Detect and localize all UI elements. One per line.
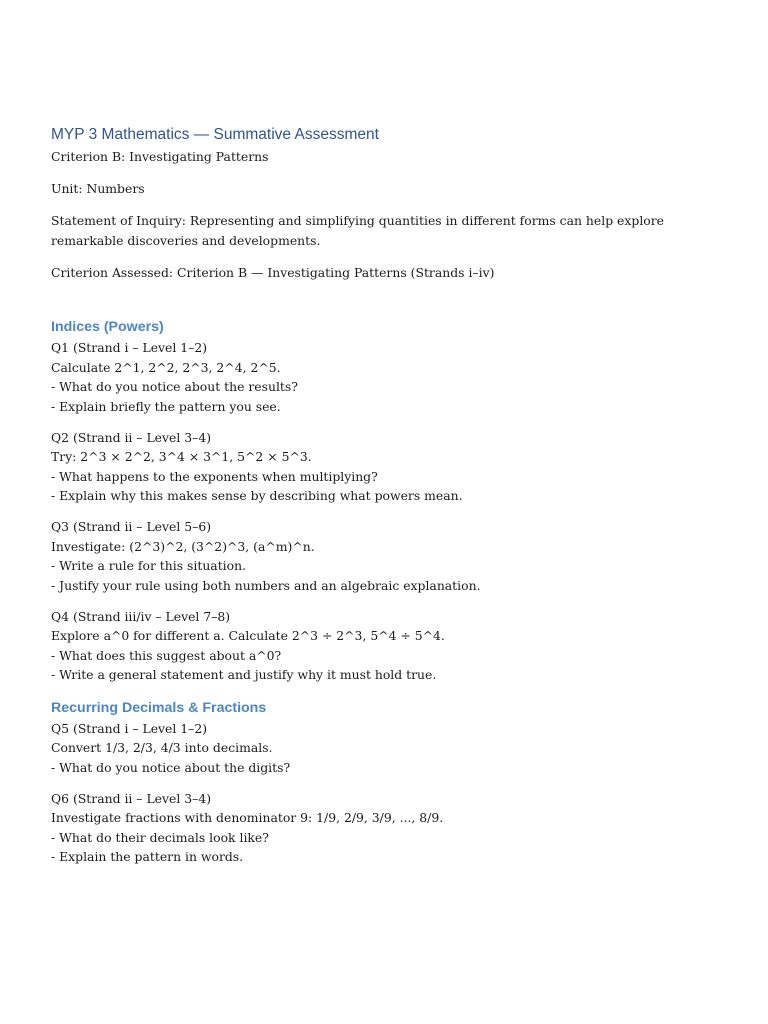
question-label: Q4 (Strand iii/iv – Level 7–8) — [51, 608, 231, 624]
question-line: - Write a general statement and justify why it must hold true. — [51, 667, 437, 682]
question-label: Q5 (Strand i – Level 1–2) — [51, 720, 208, 736]
question-label: Q6 (Strand ii – Level 3–4) — [51, 790, 212, 806]
statement-of-inquiry: Statement of Inquiry: Representing and simplifying quantities in different forms can help explore remarkable discoveries and developments. — [51, 213, 664, 248]
section-heading-indices: Indices (Powers) — [51, 319, 164, 335]
question-line: Investigate fractions with denominator 9: 1/9, 2/9, 3/9, ..., 8/9. — [51, 810, 444, 825]
question-q5 — [51, 719, 721, 778]
question-line: Investigate: (2^3)^2, (3^2)^3, (a^m)^n. — [51, 538, 315, 554]
question-q6 — [51, 789, 721, 867]
criterion-line: Criterion B: Investigating Patterns — [51, 149, 269, 164]
question-line: Convert 1/3, 2/3, 4/3 into decimals. — [51, 740, 273, 755]
section-heading-recurring-decimals: Recurring Decimals & Fractions — [51, 699, 267, 716]
question-line: Explore a^0 for different a. Calculate 2^3 ÷ 2^3, 5^4 ÷ 5^4. — [51, 628, 445, 643]
question-line: - Explain the pattern in words. — [51, 849, 244, 864]
question-line: Calculate 2^1, 2^2, 2^3, 2^4, 2^5. — [51, 359, 281, 375]
question-line: - Justify your rule using both numbers and an algebraic explanation. — [51, 577, 481, 593]
question-line: - Write a rule for this situation. — [51, 558, 247, 573]
question-label: Q3 (Strand ii – Level 5–6) — [51, 519, 212, 534]
unit-line: Unit: Numbers — [51, 181, 145, 196]
question-q1 — [51, 338, 721, 416]
question-q4 — [51, 607, 721, 685]
criterion-assessed-line: Criterion Assessed: Criterion B — Investigating Patterns (Strands i–iv) — [51, 264, 495, 280]
question-line: - What does this suggest about a^0? — [51, 647, 282, 663]
question-line: - What do their decimals look like? — [51, 829, 269, 845]
question-label: Q1 (Strand i – Level 1–2) — [51, 340, 208, 355]
question-line: - What do you notice about the results? — [51, 379, 298, 394]
question-line: - Explain briefly the pattern you see. — [51, 398, 281, 414]
document-title: MYP 3 Mathematics — Summative Assessment — [51, 126, 379, 143]
question-q2 — [51, 428, 721, 506]
question-q3 — [51, 517, 721, 595]
question-line: Try: 2^3 × 2^2, 3^4 × 3^1, 5^2 × 5^3. — [51, 449, 312, 464]
question-line: - What do you notice about the digits? — [51, 759, 291, 775]
question-line: - Explain why this makes sense by describing what powers mean. — [51, 488, 463, 503]
question-line: - What happens to the exponents when multiplying? — [51, 468, 378, 484]
question-label: Q2 (Strand ii – Level 3–4) — [51, 429, 212, 445]
document-page — [51, 124, 721, 878]
